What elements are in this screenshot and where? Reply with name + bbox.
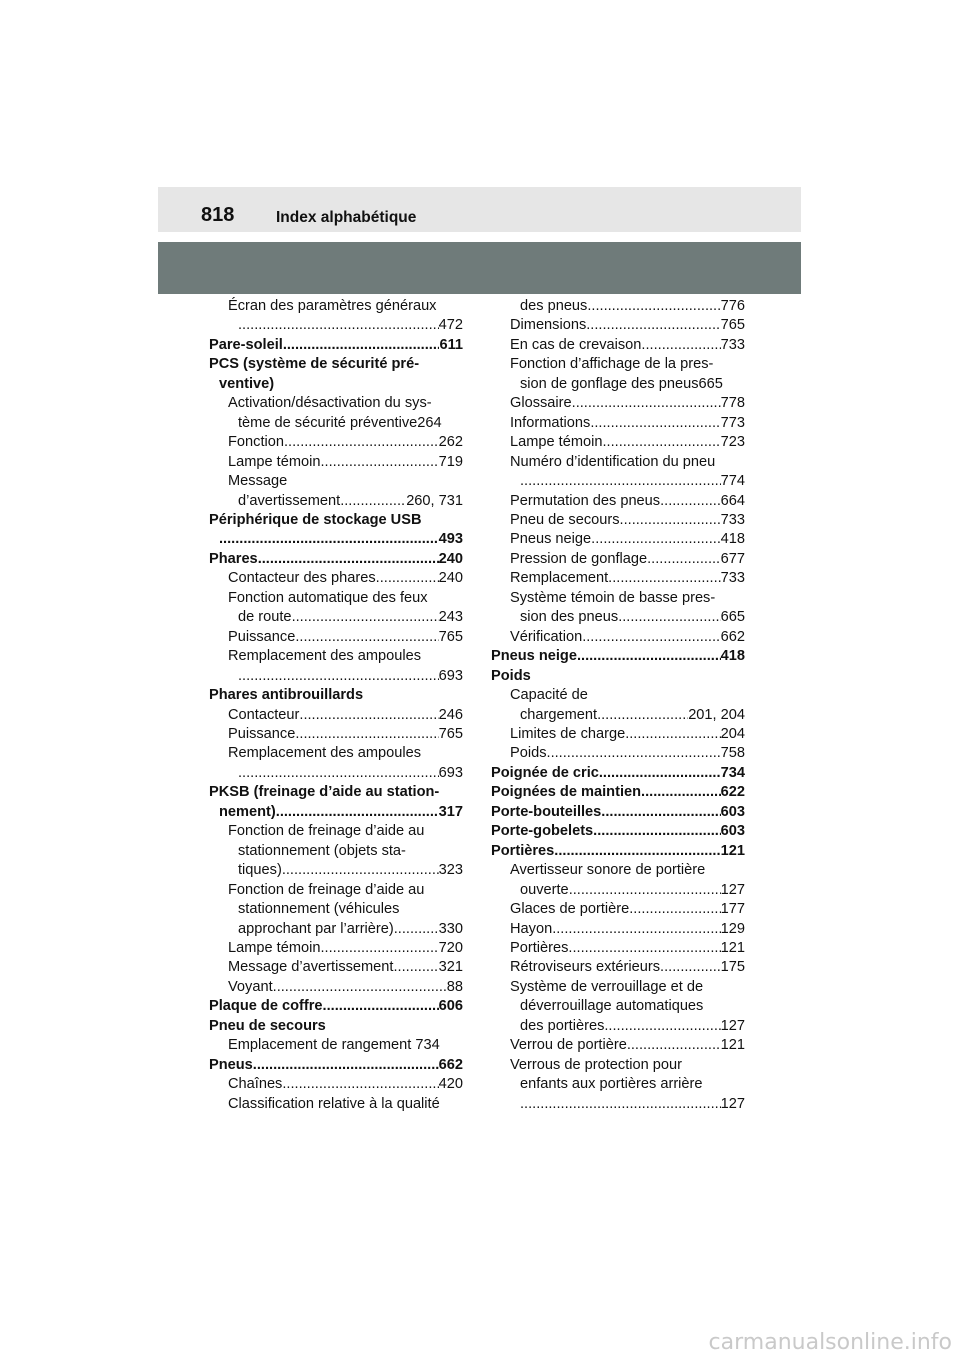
index-entry — [491, 958, 745, 977]
index-entry-text: de route — [238, 609, 292, 626]
index-entry — [209, 394, 463, 413]
section-title: Index alphabétique — [276, 209, 417, 226]
index-entry-text: des pneus — [520, 298, 588, 314]
dot-leader — [572, 394, 721, 413]
index-heading — [209, 530, 463, 549]
index-entry — [491, 706, 745, 725]
index-entry-text: Poignée de cric — [491, 764, 599, 781]
index-entry — [209, 725, 463, 744]
index-heading — [209, 336, 463, 355]
index-page-ref: 321 — [438, 959, 463, 976]
index-entry-text: Poids — [510, 745, 547, 762]
index-entry — [209, 453, 463, 472]
index-heading — [491, 764, 745, 783]
index-entry-text: Pneu de secours — [510, 511, 620, 528]
index-entry-text: Dimensions — [510, 317, 587, 334]
index-entry-text: Avertisseur sonore de portière — [510, 862, 706, 879]
index-entry-text: Permutation des pneus — [510, 492, 661, 509]
dot-leader — [586, 316, 720, 335]
index-page-ref: 665 — [720, 609, 745, 626]
index-entry — [491, 978, 745, 997]
index-page-ref: 121 — [720, 1037, 745, 1054]
index-entry-text: Poids — [491, 667, 531, 684]
index-entry — [209, 706, 463, 725]
index-page-ref: 175 — [720, 959, 745, 976]
index-entry — [491, 1095, 745, 1114]
index-entry — [209, 822, 463, 841]
dot-leader — [282, 1075, 438, 1094]
index-page-ref: 662 — [720, 628, 745, 645]
index-entry — [491, 628, 745, 647]
index-page-ref: 603 — [720, 823, 745, 840]
dot-leader — [299, 706, 438, 725]
dot-leader — [376, 569, 439, 588]
index-entry-text: tiques) — [238, 862, 282, 879]
index-entry-text: tème de sécurité préventive264 — [238, 414, 442, 431]
index-entry-text: PCS (système de sécurité pré- — [209, 356, 420, 373]
index-entry — [209, 978, 463, 997]
index-entry-text: Informations — [510, 414, 591, 431]
index-page-ref: 733 — [720, 336, 745, 353]
index-entry — [491, 433, 745, 452]
index-entry-text: Rétroviseurs extérieurs — [510, 959, 661, 976]
index-entry-text: Verrou de portière — [510, 1037, 627, 1054]
dot-leader — [629, 900, 720, 919]
dot-leader — [295, 725, 438, 744]
dot-leader — [641, 336, 720, 355]
dot-leader — [604, 1017, 720, 1036]
index-entry — [491, 530, 745, 549]
index-entry — [209, 608, 463, 627]
index-entry — [209, 492, 463, 511]
index-entry-text: Remplacement des ampoules — [228, 745, 422, 762]
index-entry — [491, 511, 745, 530]
index-entry — [491, 861, 745, 880]
index-page-ref: 129 — [720, 920, 745, 937]
index-entry — [491, 316, 745, 335]
index-page-ref: 262 — [438, 434, 463, 451]
index-page-ref: 733 — [720, 570, 745, 587]
dot-leader — [238, 667, 439, 686]
index-entry-text: enfants aux portières arrière — [520, 1076, 703, 1093]
index-page-ref: 723 — [720, 434, 745, 451]
dot-leader — [593, 822, 720, 841]
index-entry-text: Lampe témoin — [510, 434, 603, 451]
index-heading — [209, 1056, 463, 1075]
index-page-ref: 246 — [438, 706, 463, 723]
dot-leader — [641, 783, 721, 802]
index-entry-text: Contacteur des phares — [228, 570, 376, 587]
dot-leader — [647, 550, 721, 569]
index-entry-text: Fonction de freinage d’aide au — [228, 881, 425, 898]
header-band — [158, 242, 801, 294]
index-entry — [209, 861, 463, 880]
index-entry — [209, 1036, 463, 1055]
index-page-ref: 773 — [720, 414, 745, 431]
index-entry-text: Remplacement — [510, 570, 609, 587]
index-page-ref: 201, 204 — [688, 706, 745, 723]
index-entry — [209, 744, 463, 763]
index-entry — [209, 920, 463, 939]
index-entry-text: PKSB (freinage d’aide au station- — [209, 784, 440, 801]
dot-leader — [283, 336, 440, 355]
index-entry — [491, 355, 745, 374]
dot-leader — [569, 881, 721, 900]
index-entry-text: stationnement (véhicules — [238, 901, 400, 918]
dot-leader — [547, 744, 721, 763]
index-entry-text: Message — [228, 473, 288, 490]
index-entry — [491, 608, 745, 627]
index-entry-text: Glossaire — [510, 395, 572, 412]
index-heading — [491, 822, 745, 841]
index-page-ref: 778 — [720, 395, 745, 412]
dot-leader — [282, 861, 439, 880]
index-entry-text: Puissance — [228, 628, 296, 645]
index-heading — [209, 803, 463, 822]
dot-leader — [577, 647, 721, 666]
index-heading — [491, 783, 745, 802]
index-entry-text: Remplacement des ampoules — [228, 648, 422, 665]
index-heading — [209, 686, 463, 705]
index-entry-text: Fonction automatique des feux — [228, 589, 428, 606]
index-entry — [491, 744, 745, 763]
dot-leader — [602, 433, 720, 452]
index-entry-text: Phares — [209, 550, 258, 567]
index-page-ref: 121 — [720, 939, 745, 956]
dot-leader — [219, 530, 439, 549]
index-entry-text: Classification relative à la qualité — [228, 1095, 440, 1112]
index-entry-text: sion des pneus — [520, 609, 619, 626]
dot-leader — [253, 1056, 439, 1075]
index-entry — [491, 472, 745, 491]
index-entry — [209, 900, 463, 919]
index-page-ref: 758 — [720, 745, 745, 762]
index-entry-text: sion de gonflage des pneus665 — [520, 375, 723, 392]
index-entry-text: ventive) — [219, 375, 275, 392]
index-entry — [491, 1017, 745, 1036]
index-entry — [209, 433, 463, 452]
index-entry-text: ouverte — [520, 881, 569, 898]
index-page-ref: 719 — [438, 453, 463, 470]
index-entry — [209, 628, 463, 647]
index-page-ref: 243 — [438, 609, 463, 626]
index-entry — [491, 492, 745, 511]
index-page-ref: 204 — [720, 725, 745, 742]
dot-leader — [660, 958, 721, 977]
dot-leader — [238, 316, 439, 335]
index-entry-text: approchant par l’arrière) — [238, 920, 394, 937]
index-page-ref: 664 — [720, 492, 745, 509]
index-entry-text: Pression de gonflage — [510, 550, 648, 567]
index-page-ref: 260, 731 — [406, 492, 463, 509]
dot-leader — [258, 550, 439, 569]
dot-leader — [597, 706, 688, 725]
index-entry — [209, 414, 463, 433]
index-entry — [491, 550, 745, 569]
index-entry-text: Porte-gobelets — [491, 823, 594, 840]
index-page-ref: 611 — [439, 336, 463, 353]
index-page-ref: 734 — [720, 764, 745, 781]
dot-leader — [618, 608, 720, 627]
index-page-ref: 693 — [438, 764, 463, 781]
index-entry-text: Porte-bouteilles — [491, 803, 602, 820]
index-entry — [491, 1075, 745, 1094]
index-entry-text: Capacité de — [510, 687, 588, 704]
dot-leader — [394, 920, 439, 939]
index-entry — [491, 297, 745, 316]
index-entry — [209, 297, 463, 316]
dot-leader — [295, 628, 438, 647]
index-entry — [209, 472, 463, 491]
index-entry-text: Numéro d’identification du pneu — [510, 453, 716, 470]
index-entry-text: Fonction d’affichage de la pres- — [510, 356, 714, 373]
index-entry-text: Limites de charge — [510, 725, 626, 742]
index-page-ref: 127 — [720, 1095, 745, 1112]
index-entry-text: Pneu de secours — [209, 1017, 326, 1034]
index-entry — [491, 336, 745, 355]
index-entry — [209, 647, 463, 666]
index-page-ref: 127 — [720, 881, 745, 898]
index-page-ref: 317 — [438, 803, 463, 820]
index-page-ref: 776 — [720, 298, 745, 314]
index-entry — [209, 958, 463, 977]
index-entry — [209, 569, 463, 588]
dot-leader — [320, 939, 438, 958]
header-bar — [158, 187, 801, 232]
index-entry-text: Poignées de maintien — [491, 784, 642, 801]
index-entry — [491, 569, 745, 588]
index-entry — [209, 667, 463, 686]
index-entry — [491, 997, 745, 1016]
dot-leader — [292, 608, 439, 627]
index-entry — [491, 1056, 745, 1075]
dot-leader — [582, 628, 720, 647]
index-heading — [209, 511, 463, 530]
dot-leader — [625, 725, 720, 744]
index-entry-text: Fonction — [228, 434, 284, 451]
index-page-ref: 606 — [438, 998, 463, 1015]
dot-leader — [601, 803, 720, 822]
index-entry-text: Vérification — [510, 628, 583, 645]
index-entry-text: Glaces de portière — [510, 901, 630, 918]
dot-leader — [552, 920, 720, 939]
dot-leader — [520, 472, 721, 491]
index-page-ref: 88 — [446, 978, 463, 995]
index-entry-text: Système de verrouillage et de — [510, 978, 704, 995]
dot-leader — [284, 433, 439, 452]
index-entry-text: Phares antibrouillards — [209, 687, 364, 704]
dot-leader — [590, 414, 720, 433]
index-entry — [491, 414, 745, 433]
index-heading — [209, 375, 463, 394]
index-entry — [491, 589, 745, 608]
index-page-ref: 418 — [720, 648, 745, 665]
index-entry — [209, 881, 463, 900]
index-entry-text: Emplacement de rangement 734 — [228, 1037, 440, 1054]
index-entry-text: Verrous de protection pour — [510, 1056, 682, 1073]
index-entry-text: Fonction de freinage d’aide au — [228, 823, 425, 840]
index-entry-text: En cas de crevaison — [510, 336, 642, 353]
dot-leader — [520, 1095, 721, 1114]
index-page-ref: 240 — [438, 550, 463, 567]
dot-leader — [323, 997, 439, 1016]
index-entry-text: nement) — [219, 803, 276, 820]
index-page-ref: 765 — [438, 725, 463, 742]
index-entry-text: Pneus — [209, 1056, 253, 1073]
dot-leader — [599, 764, 721, 783]
index-entry-text: Pneus neige — [491, 648, 577, 665]
index-entry — [491, 900, 745, 919]
index-heading — [491, 647, 745, 666]
index-entry — [491, 1036, 745, 1055]
index-heading — [491, 803, 745, 822]
index-entry-text: Hayon — [510, 920, 553, 937]
index-page-ref: 693 — [438, 667, 463, 684]
index-entry — [209, 939, 463, 958]
index-heading — [491, 842, 745, 861]
index-entry-text: Voyant — [228, 978, 273, 995]
dot-leader — [660, 492, 721, 511]
index-entry-text: déverrouillage automatiques — [520, 998, 704, 1015]
index-entry — [491, 686, 745, 705]
index-entry-text: Contacteur — [228, 706, 300, 723]
index-entry — [491, 725, 745, 744]
index-page-ref: 677 — [720, 550, 745, 567]
index-entry — [491, 453, 745, 472]
index-page-ref: 121 — [720, 842, 745, 859]
index-page-ref: 720 — [438, 939, 463, 956]
index-entry-text: Portières — [510, 939, 569, 956]
index-entry — [209, 1095, 463, 1114]
index-entry — [209, 1075, 463, 1094]
index-entry-text: Activation/désactivation du sys- — [228, 395, 432, 412]
index-page-ref: 472 — [438, 317, 463, 334]
index-entry-text: Lampe témoin — [228, 939, 321, 956]
dot-leader — [393, 958, 438, 977]
index-page-ref: 603 — [720, 803, 745, 820]
index-entry — [491, 881, 745, 900]
index-entry-text: Pneus neige — [510, 531, 592, 548]
index-entry — [209, 589, 463, 608]
index-page-ref: 330 — [438, 920, 463, 937]
index-entry-text: Puissance — [228, 725, 296, 742]
index-entry-text: stationnement (objets sta- — [238, 842, 406, 859]
dot-leader — [608, 569, 720, 588]
index-page-ref: 493 — [438, 531, 463, 548]
index-heading — [491, 667, 745, 686]
index-column-left — [209, 297, 463, 1114]
page-number: 818 — [201, 204, 235, 226]
index-heading — [209, 997, 463, 1016]
dot-leader — [340, 492, 406, 511]
index-heading — [209, 550, 463, 569]
watermark: carmanualsonline.info — [708, 1330, 952, 1355]
index-page-ref: 622 — [720, 784, 745, 801]
index-entry-text: Pare-soleil — [209, 336, 283, 353]
index-entry-text: Lampe témoin — [228, 453, 321, 470]
index-entry-text: Chaînes — [228, 1076, 283, 1093]
index-heading — [209, 355, 463, 374]
index-entry-text: Écran des paramètres généraux — [228, 298, 437, 314]
dot-leader — [627, 1036, 721, 1055]
index-entry — [491, 920, 745, 939]
index-entry-text: Périphérique de stockage USB — [209, 511, 422, 528]
index-entry-text: d’avertissement — [238, 492, 341, 509]
index-entry — [209, 842, 463, 861]
dot-leader — [620, 511, 721, 530]
dot-leader — [320, 453, 438, 472]
index-column-right — [491, 297, 745, 1114]
index-entry — [491, 939, 745, 958]
dot-leader — [591, 530, 720, 549]
index-page-ref: 323 — [438, 862, 463, 879]
dot-leader — [568, 939, 720, 958]
index-page-ref: 774 — [720, 473, 745, 490]
index-page-ref: 177 — [720, 901, 745, 918]
index-page-ref: 240 — [438, 570, 463, 587]
index-entry-text: Système témoin de basse pres- — [510, 589, 716, 606]
index-page-ref: 662 — [438, 1056, 463, 1073]
dot-leader — [238, 764, 439, 783]
index-entry — [491, 394, 745, 413]
index-page-ref: 127 — [720, 1017, 745, 1034]
index-entry-text: Portières — [491, 842, 555, 859]
index-entry-text: des portières — [520, 1017, 605, 1034]
index-page-ref: 765 — [720, 317, 745, 334]
dot-leader — [554, 842, 720, 861]
index-page-ref: 733 — [720, 511, 745, 528]
dot-leader — [587, 297, 720, 316]
index-entry-text: Message d’avertissement — [228, 959, 394, 976]
index-page-ref: 420 — [438, 1076, 463, 1093]
index-entry — [209, 316, 463, 335]
index-heading — [209, 783, 463, 802]
dot-leader — [273, 978, 447, 997]
index-page-ref: 765 — [438, 628, 463, 645]
index-entry — [491, 375, 745, 394]
dot-leader — [276, 803, 439, 822]
index-entry-text: Plaque de coffre — [209, 998, 323, 1015]
index-entry-text: chargement — [520, 706, 598, 723]
index-heading — [209, 1017, 463, 1036]
index-page-ref: 418 — [720, 531, 745, 548]
index-entry — [209, 764, 463, 783]
